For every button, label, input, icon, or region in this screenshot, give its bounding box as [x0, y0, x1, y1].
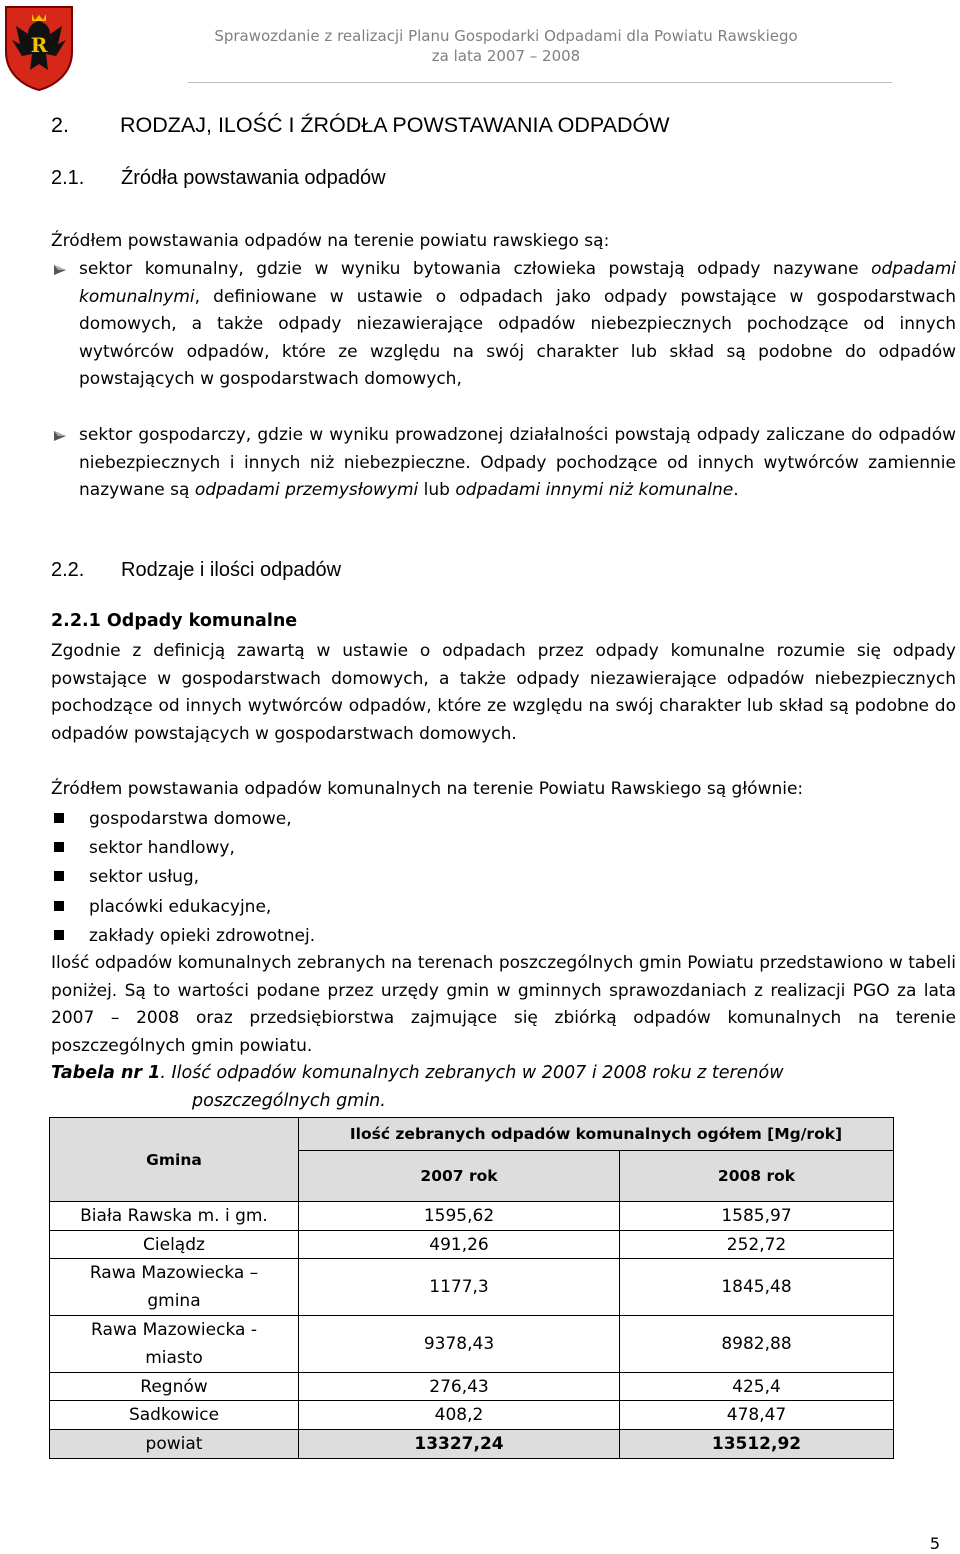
intro-text: Źródłem powstawania odpadów na terenie powiatu rawskiego są: [51, 231, 610, 251]
bullet-economic-sector: sektor gospodarczy, gdzie w wyniku prowadzonej działalności powstają odpady zaliczane do odpadów niebezpiecznych i innych niż niebezpieczne. Odpady pochodzące od innych wytwórców zamiennie nazywane są odpadami przemysłowymi lub odpadami innymi niż komunalne. [79, 425, 956, 500]
caption-label: Tabela nr 1 [51, 1063, 161, 1083]
list-item: placówki edukacyjne, [51, 893, 651, 922]
coat-of-arms-logo [2, 4, 76, 92]
table-row: Cielądz 491,26 252,72 [50, 1231, 894, 1259]
section-number: 2. [51, 113, 69, 137]
subsection-number: 2.2. [51, 559, 85, 581]
subsection-number: 2.1. [51, 167, 85, 189]
square-bullet-icon [54, 813, 64, 823]
list-item: sektor usług, [51, 863, 651, 892]
section-title: RODZAJ, ILOŚĆ I ŹRÓDŁA POWSTAWANIA ODPADÓW [120, 113, 670, 137]
square-bullet-icon [54, 930, 64, 940]
svg-text:R: R [30, 33, 48, 57]
subsection-heading-2-2-1: 2.2.1 Odpady komunalne [51, 611, 298, 631]
square-bullet-icon [54, 842, 64, 852]
header-period: za lata 2007 – 2008 [431, 47, 581, 65]
table-row: Rawa Mazowiecka – gmina 1177,3 1845,48 [50, 1259, 894, 1316]
col-header-2008: 2008 rok [620, 1151, 894, 1202]
table-row: Regnów 276,43 425,4 [50, 1373, 894, 1401]
header-title: Sprawozdanie z realizacji Planu Gospodarki Odpadami dla Powiatu Rawskiego [214, 27, 798, 45]
list-item: zakłady opieki zdrowotnej. [51, 922, 651, 951]
bullet-arrow-icon [52, 428, 68, 444]
list-item: sektor handlowy, [51, 834, 651, 863]
list-item: gospodarstwa domowe, [51, 805, 651, 834]
subsection-heading-2-2 [51, 557, 341, 583]
subsection-title: Rodzaje i ilości odpadów [121, 559, 342, 581]
bullet-municipal-sector: sektor komunalny, gdzie w wyniku bytowania człowieka powstają odpady nazywane odpadami komunalnymi, definiowane w ustawie o odpadach jako odpady powstające w gospodarstwach domowych, a także odpady niezawierające odpadów niebezpiecznych pochodzące od innych wytwórców odpadów, które ze względu na swój charakter lub skład są podobne do odpadów powstających w gospodarstwach domowych, [79, 259, 956, 389]
square-bullet-icon [54, 901, 64, 911]
section-heading [51, 112, 670, 138]
page-number: 5 [929, 1534, 940, 1553]
definition-paragraph: Zgodnie z definicją zawartą w ustawie o odpadach przez odpady komunalne rozumie się odpady powstające w gospodarstwach domowych, a także odpady niezawierające odpadów niebezpiecznych pochodzące od innych wytwórców odpadów, które ze względu na swój charakter lub skład są podobne do odpadów powstających w gospodarstwach domowych. [51, 641, 956, 744]
table-row: Biała Rawska m. i gm. 1595,62 1585,97 [50, 1202, 894, 1231]
subsection-heading-2-1 [51, 165, 386, 191]
col-header-group: Ilość zebranych odpadów komunalnych ogółem [Mg/rok] [299, 1118, 894, 1151]
bullet-arrow-icon [52, 262, 68, 278]
table-row: Rawa Mazowiecka - miasto 9378,43 8982,88 [50, 1316, 894, 1373]
sources-list [51, 805, 651, 951]
table-caption: Tabela nr 1. Ilość odpadów komunalnych zebranych w 2007 i 2008 roku z terenów poszczególnych gmin. [51, 1063, 784, 1111]
table-total-row: powiat 13327,24 13512,92 [50, 1430, 894, 1459]
sources-intro: Źródłem powstawania odpadów komunalnych na terenie Powiatu Rawskiego są głównie: [51, 779, 804, 799]
subsection-title: Źródła powstawania odpadów [121, 167, 386, 189]
quantity-paragraph: Ilość odpadów komunalnych zebranych na terenach poszczególnych gmin Powiatu przedstawiono w tabeli poniżej. Są to wartości podane przez urzędy gmin w gminnych sprawozdaniach z realizacji PGO za lata 2007 – 2008 oraz przedsiębiorstwa zajmujące się zbiórką odpadów komunalnych na terenie poszczególnych gmin powiatu. [51, 953, 956, 1056]
document-header [120, 26, 892, 66]
col-header-2007: 2007 rok [299, 1151, 620, 1202]
table-row: Sadkowice 408,2 478,47 [50, 1401, 894, 1430]
waste-table [49, 1117, 894, 1459]
square-bullet-icon [54, 871, 64, 881]
header-divider [188, 82, 892, 83]
col-header-gmina: Gmina [50, 1118, 299, 1202]
